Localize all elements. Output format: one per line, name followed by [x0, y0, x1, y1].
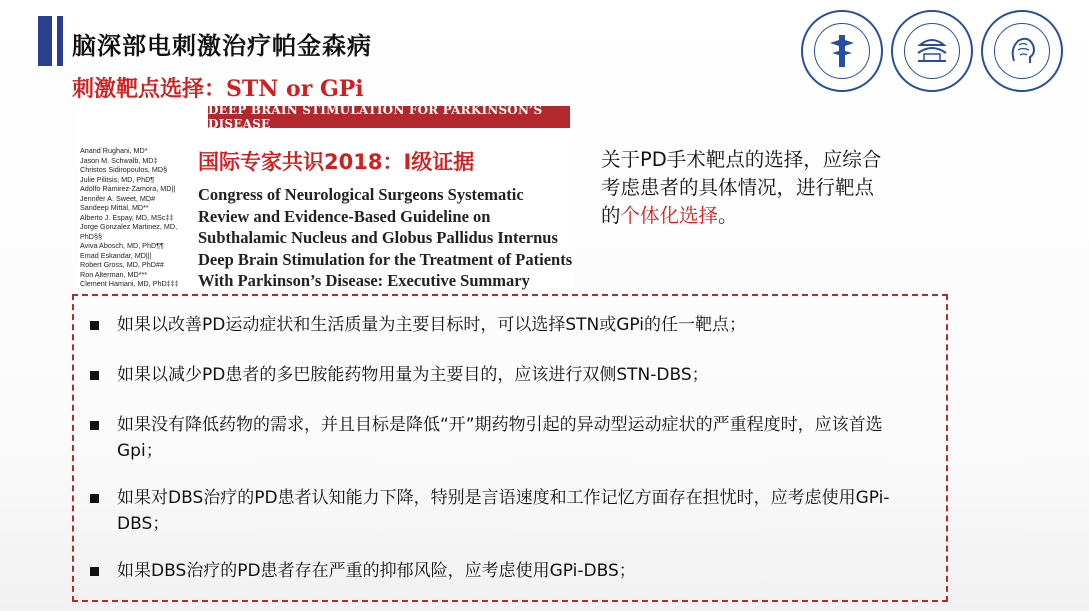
- list-item: [90, 558, 927, 584]
- title-accent-bar: [38, 16, 52, 66]
- author: PhD§§: [80, 231, 102, 241]
- bullet-text: 如果对DBS治疗的PD患者认知能力下降，特别是言语速度和工作记忆方面存在担忧时，应考虑使用GPi-DBS；: [117, 488, 890, 534]
- author: Aviva Abosch, MD, PhD¶¶: [80, 241, 164, 250]
- bullet-square-icon: [90, 321, 99, 330]
- note-line: [601, 202, 941, 230]
- totem-icon: [822, 31, 862, 71]
- bullet-square-icon: [90, 421, 99, 430]
- list-item: [90, 362, 927, 388]
- paper-title-line: Subthalamic Nucleus and Globus Pallidus Internus: [198, 228, 558, 247]
- bullet-text: 如果DBS治疗的PD患者存在严重的抑郁风险，应考虑使用GPi-DBS；: [117, 561, 636, 581]
- bullet-square-icon: [90, 371, 99, 380]
- author: Anand Rughani, MD*: [80, 146, 148, 155]
- paper-title-line: Review and Evidence-Based Guideline on: [198, 206, 491, 226]
- note-suffix: 。: [718, 204, 738, 227]
- list-item: [90, 312, 927, 338]
- author: Jason M. Schwalb, MD‡: [80, 155, 158, 165]
- target-selection-note: [601, 146, 941, 230]
- note-prefix: 的: [601, 204, 621, 227]
- neurology-institute-logo: [981, 10, 1063, 92]
- paper-title-line: Congress of Neurological Surgeons Systematic: [198, 185, 524, 204]
- bullet-square-icon: [90, 494, 99, 503]
- author: Christos Sidiropoulos, MD§: [80, 165, 168, 174]
- recommendation-box: [72, 294, 948, 602]
- paper-banner: DEEP BRAIN STIMULATION FOR PARKINSON’S DISEASE: [208, 106, 570, 128]
- author: Julie Pilitsis, MD, PhD¶: [80, 174, 155, 184]
- consensus-label: 国际专家共识2018：I级证据: [198, 150, 475, 174]
- list-item: [90, 412, 927, 464]
- paper-title-line: With Parkinson’s Disease: Executive Summary: [198, 271, 530, 290]
- author: Emad Eskandar, MD|||: [80, 250, 152, 260]
- paper-title: [198, 184, 578, 292]
- page-title: 脑深部电刺激治疗帕金森病: [72, 32, 372, 60]
- bullet-text: 如果以改善PD运动症状和生活质量为主要目标时，可以选择STN或GPi的任一靶点；: [117, 315, 747, 335]
- author: Robert Gross, MD, PhD##: [80, 260, 164, 269]
- bullet-text: 如果没有降低药物的需求，并且目标是降低“开”期药物引起的异动型运动症状的严重程度时，应该首选Gpi；: [117, 415, 883, 461]
- author: Adolfo Ramirez-Zamora, MD||: [80, 184, 176, 193]
- bullet-square-icon: [90, 567, 99, 576]
- note-highlight: 个体化选择: [620, 204, 719, 227]
- capital-medical-university-logo: [801, 10, 883, 92]
- list-item: [90, 485, 927, 537]
- paper-title-line: Deep Brain Stimulation for the Treatment of Patients: [198, 249, 573, 269]
- author: Sandeep Mittal, MD**: [80, 203, 149, 212]
- temple-icon: [912, 31, 952, 71]
- author: Jorge Gonzalez Martinez, MD,: [80, 222, 178, 231]
- institution-logos: [801, 10, 1063, 92]
- author-list: [80, 146, 190, 289]
- author: Ron Alterman, MD***: [80, 269, 148, 279]
- beijing-tiantan-hospital-logo: [891, 10, 973, 92]
- brain-head-icon: [1002, 31, 1042, 71]
- author: Jennifer A. Sweet, MD#: [80, 193, 156, 203]
- note-line: 考虑患者的具体情况，进行靶点: [601, 176, 875, 199]
- paper-excerpt: [78, 103, 574, 292]
- author: Alberto J. Espay, MD, MSc‡‡: [80, 212, 174, 222]
- bullet-text: 如果以减少PD患者的多巴胺能药物用量为主要目的，应该进行双侧STN-DBS；: [117, 365, 709, 385]
- author: Clement Hamani, MD, PhD‡‡‡: [80, 279, 179, 288]
- page-subtitle: 刺激靶点选择：STN or GPi: [72, 76, 364, 102]
- note-line: 关于PD手术靶点的选择，应综合: [601, 148, 882, 171]
- title-accent-bar-thin: [57, 16, 63, 66]
